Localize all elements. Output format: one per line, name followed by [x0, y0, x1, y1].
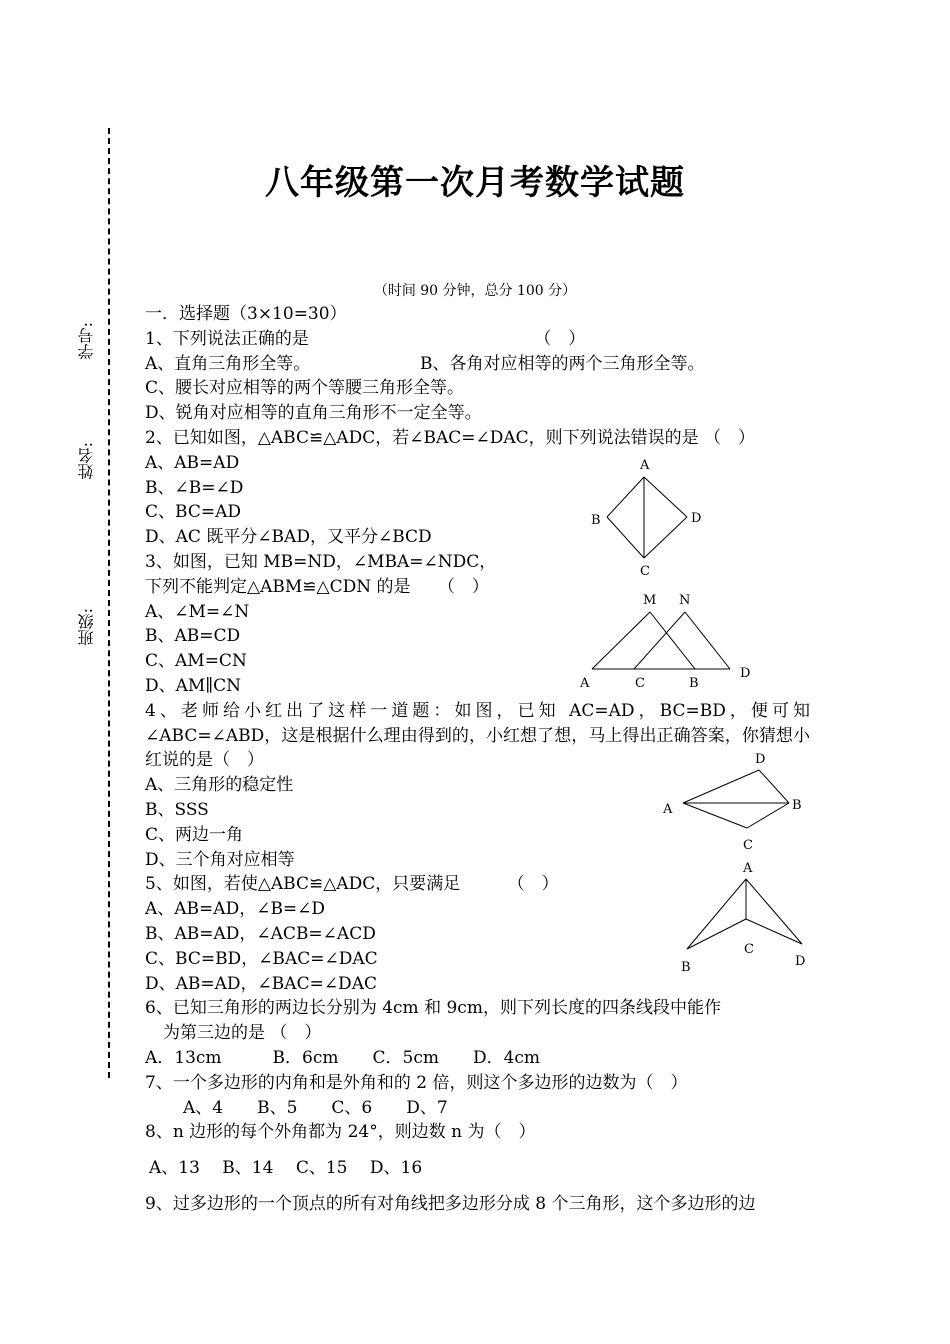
q2-stem: 2、已知如图，△ABC≌△ADC，若∠BAC=∠DAC，则下列说法错误的是 （ ）: [145, 427, 756, 448]
q3-label-b: B: [689, 676, 699, 691]
q4-figure: [655, 748, 815, 862]
q5-stem-text: 5、如图，若使△ABC≌△ADC，只要满足: [145, 874, 461, 895]
q4-edge-cb: [747, 803, 789, 828]
q2-option-b: B、∠B=∠D: [145, 477, 244, 498]
q5-edge-ad: [746, 879, 802, 944]
q5-label-c: C: [744, 942, 754, 957]
q4-edge-db: [759, 770, 789, 803]
q2-edge-ab: [607, 477, 644, 517]
q1-options-ab: [145, 352, 810, 377]
q3-figure: [575, 590, 755, 704]
q5-edge-ab: [687, 879, 746, 949]
q2-edge-ad: [644, 477, 687, 517]
q3-label-d: D: [740, 666, 751, 681]
class-label: 班级:: [77, 608, 96, 646]
q2-edge-dc: [644, 517, 687, 558]
q5-edge-cd: [746, 919, 802, 944]
q2-label-b: B: [591, 513, 601, 528]
q7-stem: 7、一个多边形的内角和是外角和的 2 倍，则这个多边形的边数为（ ）: [145, 1072, 688, 1093]
section-heading: 一．选择题（3×10=30）: [145, 304, 347, 324]
q3-edge-nd: [685, 612, 730, 669]
q3-option-a: A、∠M=∠N: [145, 601, 250, 622]
exam-duration-note: （时间 90 分钟，总分 100 分）: [373, 283, 577, 299]
q2-label-d: D: [691, 511, 702, 526]
q5-option-d: D、AB=AD，∠BAC=∠DAC: [145, 973, 377, 994]
q1-stem-text: 1、下列说法正确的是: [145, 328, 309, 349]
q1-option-a: A、直角三角形全等。: [145, 353, 311, 374]
q4-stem: 4、老师给小红出了这样一道题：如图，已知 AC=AD，BC=BD，便可知∠ABC=∠ABD，这是根据什么理由得到的，小红想了想，马上得出正确答案，你猜想小红说的是（ ）: [145, 700, 810, 771]
q4-label-a: A: [663, 802, 673, 817]
q5-figure: [672, 857, 822, 981]
q1-stem: [145, 327, 810, 352]
q3-option-d: D、AM∥CN: [145, 675, 242, 696]
q3-diagram: [575, 590, 755, 700]
q3-label-a: A: [580, 676, 590, 691]
q4-label-b: B: [792, 798, 802, 813]
q4-option-b: B、SSS: [145, 799, 209, 820]
name-label: 姓名:: [77, 442, 96, 480]
q2-option-d: D、AC 既平分∠BAD，又平分∠BCD: [145, 527, 432, 548]
q8-options: A、13 B、14 C、15 D、16: [149, 1158, 423, 1179]
q1-option-b: B、各角对应相等的两个三角形全等。: [420, 353, 705, 374]
q5-option-c: C、BC=BD，∠BAC=∠DAC: [145, 948, 378, 969]
q2-diagram: [580, 455, 710, 585]
q7-options: A、4 B、5 C、6 D、7: [183, 1097, 448, 1118]
q4-edge-ac: [683, 803, 747, 828]
q3-answer-paren: （ ）: [437, 576, 489, 597]
q5-label-a: A: [743, 861, 753, 876]
q4-label-d: D: [755, 752, 766, 767]
q5-edge-bc: [687, 919, 746, 949]
q3-edge-mb: [650, 612, 695, 669]
q4-label-c: C: [743, 838, 753, 853]
q3-label-c: C: [635, 676, 645, 691]
binding-dashed-line: [108, 128, 110, 1078]
q2-label-a: A: [640, 458, 650, 473]
q4-option-a: A、三角形的稳定性: [145, 775, 294, 796]
q5-diagram: [672, 857, 822, 977]
page-title: 八年级第一次月考数学试题: [265, 163, 685, 203]
q6-options: A．13cm B．6cm C．5cm D．4cm: [145, 1047, 541, 1068]
q6-stem-line1: 6、已知三角形的两边长分别为 4cm 和 9cm，则下列长度的四条线段中能作: [145, 998, 721, 1019]
q8-stem: 8、n 边形的每个外角都为 24°，则边数 n 为（ ）: [145, 1122, 536, 1143]
q5-label-d: D: [795, 954, 806, 969]
q5-answer-paren: （ ）: [507, 874, 559, 895]
q6-stem-line2: 为第三边的是 （ ）: [163, 1023, 322, 1044]
q2-label-c: C: [640, 564, 650, 579]
q4-diagram: [655, 748, 815, 858]
student-id-label: 学号:: [77, 322, 96, 360]
q3-option-c: C、AM=CN: [145, 651, 247, 672]
q2-option-c: C、BC=AD: [145, 502, 241, 523]
q2-edge-bc: [607, 517, 644, 558]
q4-edge-ad: [683, 770, 759, 803]
q5-option-a: A、AB=AD，∠B=∠D: [145, 899, 326, 920]
q1-option-d: D、锐角对应相等的直角三角形不一定全等。: [145, 403, 482, 424]
q2-option-a: A、AB=AD: [145, 452, 240, 473]
q3-stem-line1: 3、如图，已知 MB=ND，∠MBA=∠NDC，: [145, 551, 497, 572]
q4-option-c: C、两边一角: [145, 824, 244, 845]
q4-option-d: D、三个角对应相等: [145, 849, 295, 870]
q3-label-m: M: [643, 593, 657, 608]
q3-option-b: B、AB=CD: [145, 626, 241, 647]
q2-figure: [580, 455, 710, 589]
q9-stem: 9、过多边形的一个顶点的所有对角线把多边形分成 8 个三角形，这个多边形的边: [145, 1193, 756, 1214]
q3-label-n: N: [679, 593, 691, 608]
q5-option-b: B、AB=AD，∠ACB=∠ACD: [145, 923, 376, 944]
q5-label-b: B: [681, 960, 691, 975]
q1-answer-paren: （ ）: [534, 328, 586, 349]
q1-option-c: C、腰长对应相等的两个等腰三角形全等。: [145, 378, 465, 399]
q3-stem-text: 下列不能判定△ABM≌△CDN 的是: [145, 576, 411, 597]
